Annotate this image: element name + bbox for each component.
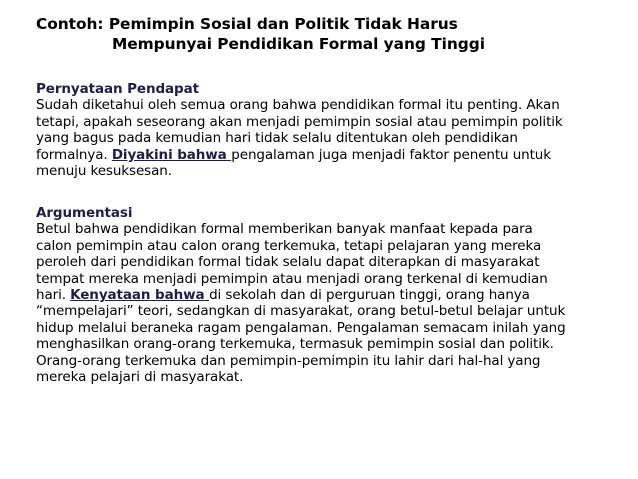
text-run: pengalaman juga menjadi faktor penentu untuk — [231, 146, 551, 163]
paragraph-line: yang bagus pada kemudian hari tidak selalu ditentukan oleh pendidikan — [36, 130, 518, 147]
paragraph-line: Sudah diketahui oleh semua orang bahwa pendidikan formal itu penting. Akan — [36, 97, 560, 114]
title-line-2: Mempunyai Pendidikan Formal yang Tinggi — [112, 35, 485, 53]
section-pernyataan-pendapat — [36, 81, 616, 179]
paragraph-line: menghasilkan orang-orang terkemuka, termasuk pemimpin sosial dan politik. — [36, 336, 554, 353]
text-run: formalnya. — [36, 146, 112, 163]
text-run: di sekolah dan di perguruan tinggi, orang hanya — [209, 287, 530, 304]
paragraph-line: tetapi, apakah seseorang akan menjadi pemimpin sosial atau pemimpin politik — [36, 113, 563, 130]
paragraph-line: Betul bahwa pendidikan formal memberikan banyak manfaat kepada para — [36, 221, 533, 238]
keyword-phrase: Diyakini bahwa — [111, 146, 232, 163]
paragraph-line: Orang-orang terkemuka dan pemimpin-pemimpin itu lahir dari hal-hal yang — [36, 352, 541, 369]
paragraph-line: mereka pelajari di masyarakat. — [36, 369, 244, 386]
paragraph-line: hidup melalui beraneka ragam pengalaman. Pengalaman semacam inilah yang — [36, 319, 566, 336]
slide-title — [36, 14, 485, 54]
title-line-1: Contoh: Pemimpin Sosial dan Politik Tidak Harus — [36, 15, 458, 33]
paragraph-line: “mempelajari” teori, sedangkan di masyarakat, orang betul-betul belajar untuk — [36, 303, 566, 320]
section-argumentasi — [36, 205, 616, 385]
paragraph-line: menuju kesuksesan. — [36, 163, 172, 180]
paragraph-line — [36, 147, 616, 163]
section-heading: Argumentasi — [36, 205, 133, 221]
text-run: hari. — [36, 287, 71, 304]
paragraph-line — [36, 287, 616, 303]
paragraph-line: calon pemimpin atau calon orang terkemuka, tetapi pelajaran yang mereka — [36, 237, 542, 254]
paragraph-line: peroleh dari pendidikan formal tidak selalu dapat diterapkan di masyarakat — [36, 254, 540, 271]
keyword-phrase: Kenyataan bahwa — [70, 287, 210, 304]
section-heading: Pernyataan Pendapat — [36, 81, 199, 97]
paragraph-line: tempat mereka menjadi pemimpin atau menjadi orang terkenal di kemudian — [36, 270, 548, 287]
